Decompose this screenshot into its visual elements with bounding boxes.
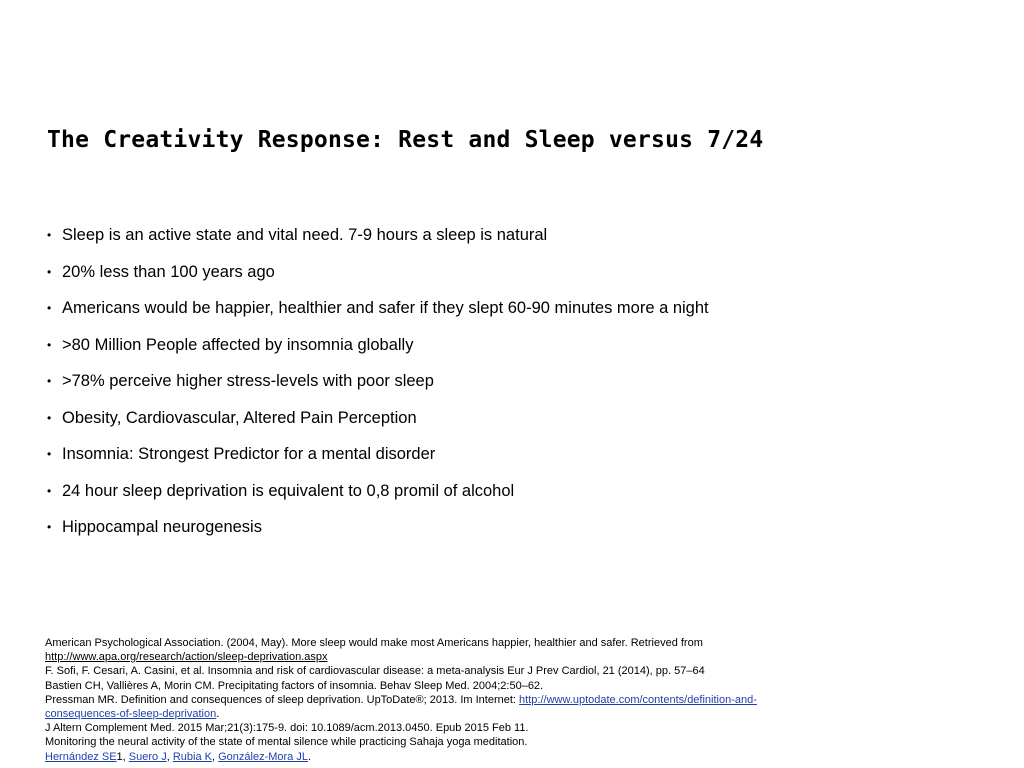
bullet-glyph: • — [47, 374, 52, 388]
reference-pressman-text: Pressman MR. Definition and consequences of sleep deprivation. UpToDate®; 2013. Im Internet: — [45, 693, 516, 706]
author-sep: , — [211, 750, 219, 763]
author-link[interactable]: Hernández SE — [45, 750, 117, 763]
slide-title: The Creativity Response: Rest and Sleep versus 7/24 — [47, 127, 764, 153]
bullet-text: Americans would be happier, healthier and safer if they slept 60-90 minutes more a night — [62, 299, 709, 317]
bullet-text: >78% perceive higher stress-levels with poor sleep — [62, 372, 434, 390]
reference-apa: American Psychological Association. (2004, May). More sleep would make most Americans happier, healthier and safer. Retrieved from — [45, 637, 703, 649]
apa-link[interactable]: http://www.apa.org/research/action/sleep-deprivation.aspx — [45, 651, 328, 664]
author-link[interactable]: González-Mora JL — [218, 750, 308, 763]
bullet-text: 24 hour sleep deprivation is equivalent to 0,8 promil of alcohol — [62, 481, 515, 500]
bullet-item — [47, 259, 987, 296]
bullet-text: >80 Million People affected by insomnia globally — [62, 335, 414, 354]
uptodate-link[interactable]: http://www.uptodate.com/contents/definition-and- — [519, 693, 757, 706]
bullet-item — [47, 295, 987, 332]
bullet-item — [47, 514, 987, 551]
author-link[interactable]: Rubia K — [172, 750, 212, 763]
bullet-glyph: • — [47, 228, 52, 242]
bullet-glyph: • — [47, 447, 52, 461]
references — [45, 636, 845, 764]
reference-sofi: F. Sofi, F. Cesari, A. Casini, et al. Insomnia and risk of cardiovascular disease: a meta-analysis Eur J Prev Cardiol, 21 (2014), pp. 57–64 — [45, 665, 705, 678]
reference-sahaja: Monitoring the neural activity of the state of mental silence while practicing Sahaja yoga meditation. — [45, 736, 528, 749]
bullet-list — [47, 222, 987, 551]
author-sep: 1, — [116, 750, 129, 763]
reference-pressman — [45, 693, 845, 707]
reference-jacm: J Altern Complement Med. 2015 Mar;21(3):175-9. doi: 10.1089/acm.2013.0450. Epub 2015 Feb 11. — [45, 722, 529, 735]
bullet-item — [47, 222, 987, 259]
bullet-item — [47, 368, 987, 405]
bullet-glyph: • — [47, 301, 52, 315]
bullet-text: Sleep is an active state and vital need. 7-9 hours a sleep is natural — [62, 226, 548, 244]
bullet-text: 20% less than 100 years ago — [62, 262, 275, 281]
uptodate-link-cont[interactable]: consequences-of-sleep-deprivation — [45, 708, 217, 721]
author-sep: , — [166, 750, 173, 763]
bullet-item — [47, 441, 987, 478]
bullet-text: Hippocampal neurogenesis — [62, 518, 262, 536]
reference-authors — [45, 750, 845, 764]
bullet-item — [47, 405, 987, 442]
bullet-glyph: • — [47, 520, 52, 534]
reference-bastien: Bastien CH, Vallières A, Morin CM. Precipitating factors of insomnia. Behav Sleep Med. 2004;2:50–62. — [45, 679, 544, 692]
reference-apa-link-line — [45, 650, 845, 664]
bullet-item — [47, 332, 987, 369]
author-link[interactable]: Suero J — [128, 750, 167, 763]
reference-period: . — [216, 708, 220, 721]
bullet-item — [47, 478, 987, 515]
bullet-text: Insomnia: Strongest Predictor for a mental disorder — [62, 445, 436, 463]
bullet-glyph: • — [47, 483, 52, 498]
reference-pressman-cont — [45, 707, 845, 721]
bullet-glyph: • — [47, 264, 52, 279]
bullet-glyph: • — [47, 410, 52, 425]
author-sep: . — [307, 750, 312, 763]
bullet-glyph: • — [47, 337, 52, 352]
bullet-text: Obesity, Cardiovascular, Altered Pain Perception — [62, 408, 417, 427]
